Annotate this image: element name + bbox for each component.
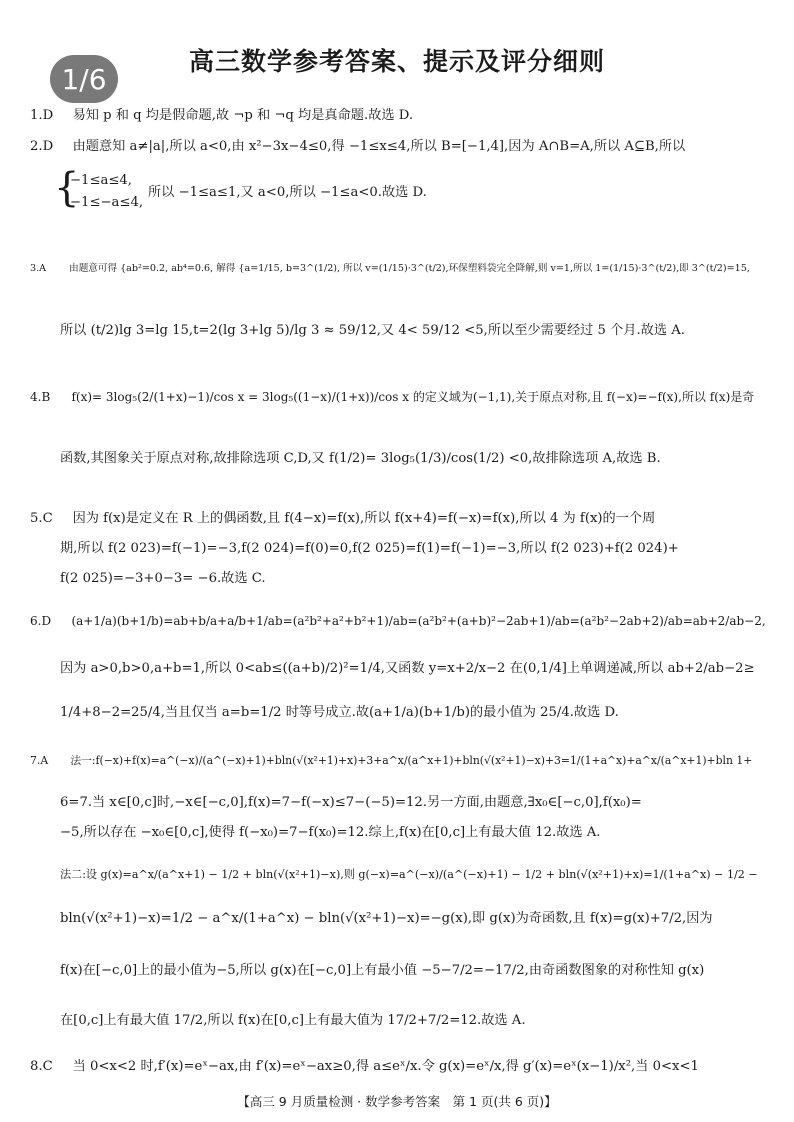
answer-7 bbox=[30, 752, 770, 770]
answer-7-line-4: 法二:设 g(x)=a^x/(a^x+1) − 1/2 + bln(√(x²+1)−x),则 g(−x)=a^(−x)/(a^(−x)+1) − 1/2 + bln(√(x²+1)+x)=1/(1+a^x) − 1/2 − bbox=[60, 868, 758, 881]
answer-8 bbox=[30, 1058, 770, 1076]
system-brace: { bbox=[54, 165, 80, 211]
answer-6 bbox=[30, 612, 770, 630]
answer-7-line-5: bln(√(x²+1)−x)=1/2 − a^x/(1+a^x) − bln(√(x²+1)−x)=−g(x),即 g(x)为奇函数,且 f(x)=g(x)+7/2,因为 bbox=[60, 911, 713, 926]
answer-explanation: 由题意可得 {ab²=0.2, ab⁴=0.6, 解得 {a=1/15, b=3^(1/2), 所以 v=(1/15)·3^(t/2),环保塑料袋完全降解,则 v=1,所以 1=(1/15)·3^(t/2),即 3^(t/2)=15, bbox=[69, 263, 750, 274]
system-line: −1≤−a≤4, bbox=[70, 195, 144, 210]
question-number: 3. bbox=[30, 263, 40, 274]
question-number: 6. bbox=[30, 614, 42, 628]
page-footer: 【高三 9 月质量检测 · 数学参考答案 第 1 页(共 6 页)】 bbox=[237, 1094, 557, 1109]
page-indicator-badge: 1/6 bbox=[50, 55, 118, 103]
answer-7-line-3: −5,所以存在 −x₀∈[0,c],使得 f(−x₀)=7−f(x₀)=12.综上,f(x)在[0,c]上有最大值 12.故选 A. bbox=[60, 825, 601, 840]
answer-explanation: 当 0<x<2 时,f′(x)=eˣ−ax,由 f′(x)=eˣ−ax≥0,得 a≤eˣ/x.令 g(x)=eˣ/x,得 g′(x)=eˣ(x−1)/x²,当 0<x<1 bbox=[72, 1059, 699, 1074]
answer-7-line-6: f(x)在[−c,0]上的最小值为−5,所以 g(x)在[−c,0]上有最小值 −5−7/2=−17/2,由奇函数图象的对称性知 g(x) bbox=[60, 963, 705, 978]
answer-explanation: 由题意知 a≠|a|,所以 a<0,由 x²−3x−4≤0,得 −1≤x≤4,所以 B=[−1,4],因为 A∩B=A,所以 A⊆B,所以 bbox=[72, 139, 686, 154]
answer-explanation: 易知 p 和 q 均是假命题,故 ¬p 和 ¬q 均是真命题.故选 D. bbox=[72, 108, 414, 123]
answer-6-line-3: 1/4+8−2=25/4,当且仅当 a=b=1/2 时等号成立.故(a+1/a)(b+1/b)的最小值为 25/4.故选 D. bbox=[60, 705, 619, 720]
answer-explanation: (a+1/a)(b+1/b)=ab+b/a+a/b+1/ab=(a²b²+a²+b²+1)/ab=(a²b²+(a+b)²−2ab+1)/ab=(a²b²−2ab+2)/ab=ab+2/ab−2, bbox=[71, 614, 766, 628]
answer-choice: A bbox=[40, 754, 49, 767]
answer-6-line-2: 因为 a>0,b>0,a+b=1,所以 0<ab≤((a+b)/2)²=1/4,又函数 y=x+2/x−2 在(0,1/4]上单调递减,所以 ab+2/ab−2≥ bbox=[60, 661, 755, 676]
answer-7-line-7: 在[0,c]上有最大值 17/2,所以 f(x)在[0,c]上有最大值为 17/2+7/2=12.故选 A. bbox=[60, 1013, 526, 1028]
answer-choice: A bbox=[39, 263, 47, 274]
answer-choice: D bbox=[41, 614, 52, 628]
answer-choice: C bbox=[42, 1059, 53, 1074]
question-number: 8. bbox=[30, 1059, 43, 1074]
answer-3-line-2: 所以 (t/2)lg 3=lg 15,t=2(lg 3+lg 5)/lg 3 ≈ 59/12,又 4< 59/12 <5,所以至少需要经过 5 个月.故选 A. bbox=[60, 323, 685, 338]
answer-choice: B bbox=[41, 390, 51, 404]
answer-4-line-2: 函数,其图象关于原点对称,故排除选项 C,D,又 f(1/2)= 3log₅(1/3)/cos(1/2) <0,故排除选项 A,故选 B. bbox=[60, 451, 661, 466]
page-title: 高三数学参考答案、提示及评分细则 bbox=[188, 47, 605, 76]
question-number: 1. bbox=[30, 108, 43, 123]
answer-1 bbox=[30, 107, 770, 125]
question-number: 4. bbox=[30, 390, 42, 404]
answer-2-continued: 所以 −1≤a≤1,又 a<0,所以 −1≤a<0.故选 D. bbox=[148, 185, 427, 200]
question-number: 5. bbox=[30, 511, 43, 526]
answer-5-line-2: 期,所以 f(2 023)=f(−1)=−3,f(2 024)=f(0)=0,f(2 025)=f(1)=f(−1)=−3,所以 f(2 023)+f(2 024)+ bbox=[60, 541, 679, 556]
question-number: 2. bbox=[30, 139, 43, 154]
answer-explanation: 因为 f(x)是定义在 R 上的偶函数,且 f(4−x)=f(x),所以 f(x+4)=f(−x)=f(x),所以 4 为 f(x)的一个周 bbox=[72, 511, 656, 526]
answer-choice: C bbox=[42, 511, 53, 526]
answer-choice: D bbox=[42, 108, 54, 123]
answer-explanation: f(x)= 3log₅(2/(1+x)−1)/cos x = 3log₅((1−x)/(1+x))/cos x 的定义域为(−1,1),关于原点对称,且 f(−x)=−f(x),所以 f(x)是奇 bbox=[71, 390, 755, 404]
answer-4 bbox=[30, 388, 770, 406]
answer-3 bbox=[30, 260, 770, 278]
answer-2 bbox=[30, 138, 770, 156]
question-number: 7. bbox=[30, 754, 41, 767]
system-line: −1≤a≤4, bbox=[70, 173, 132, 188]
answer-5-line-3: f(2 025)=−3+0−3= −6.故选 C. bbox=[60, 571, 266, 586]
answer-7-line-2: 6=7.当 x∈[0,c]时,−x∈[−c,0],f(x)=7−f(−x)≤7−(−5)=12.另一方面,由题意,∃x₀∈[−c,0],f(x₀)= bbox=[60, 795, 642, 810]
inequality-system bbox=[70, 170, 143, 214]
answer-5 bbox=[30, 510, 770, 528]
answer-explanation: 法一:f(−x)+f(x)=a^(−x)/(a^(−x)+1)+bln(√(x²+1)+x)+3+a^x/(a^x+1)+bln(√(x²+1)−x)+3=1/(1+a^x)+a^x/(a^x+1)+bln 1+ bbox=[70, 754, 753, 767]
answer-choice: D bbox=[42, 139, 54, 154]
